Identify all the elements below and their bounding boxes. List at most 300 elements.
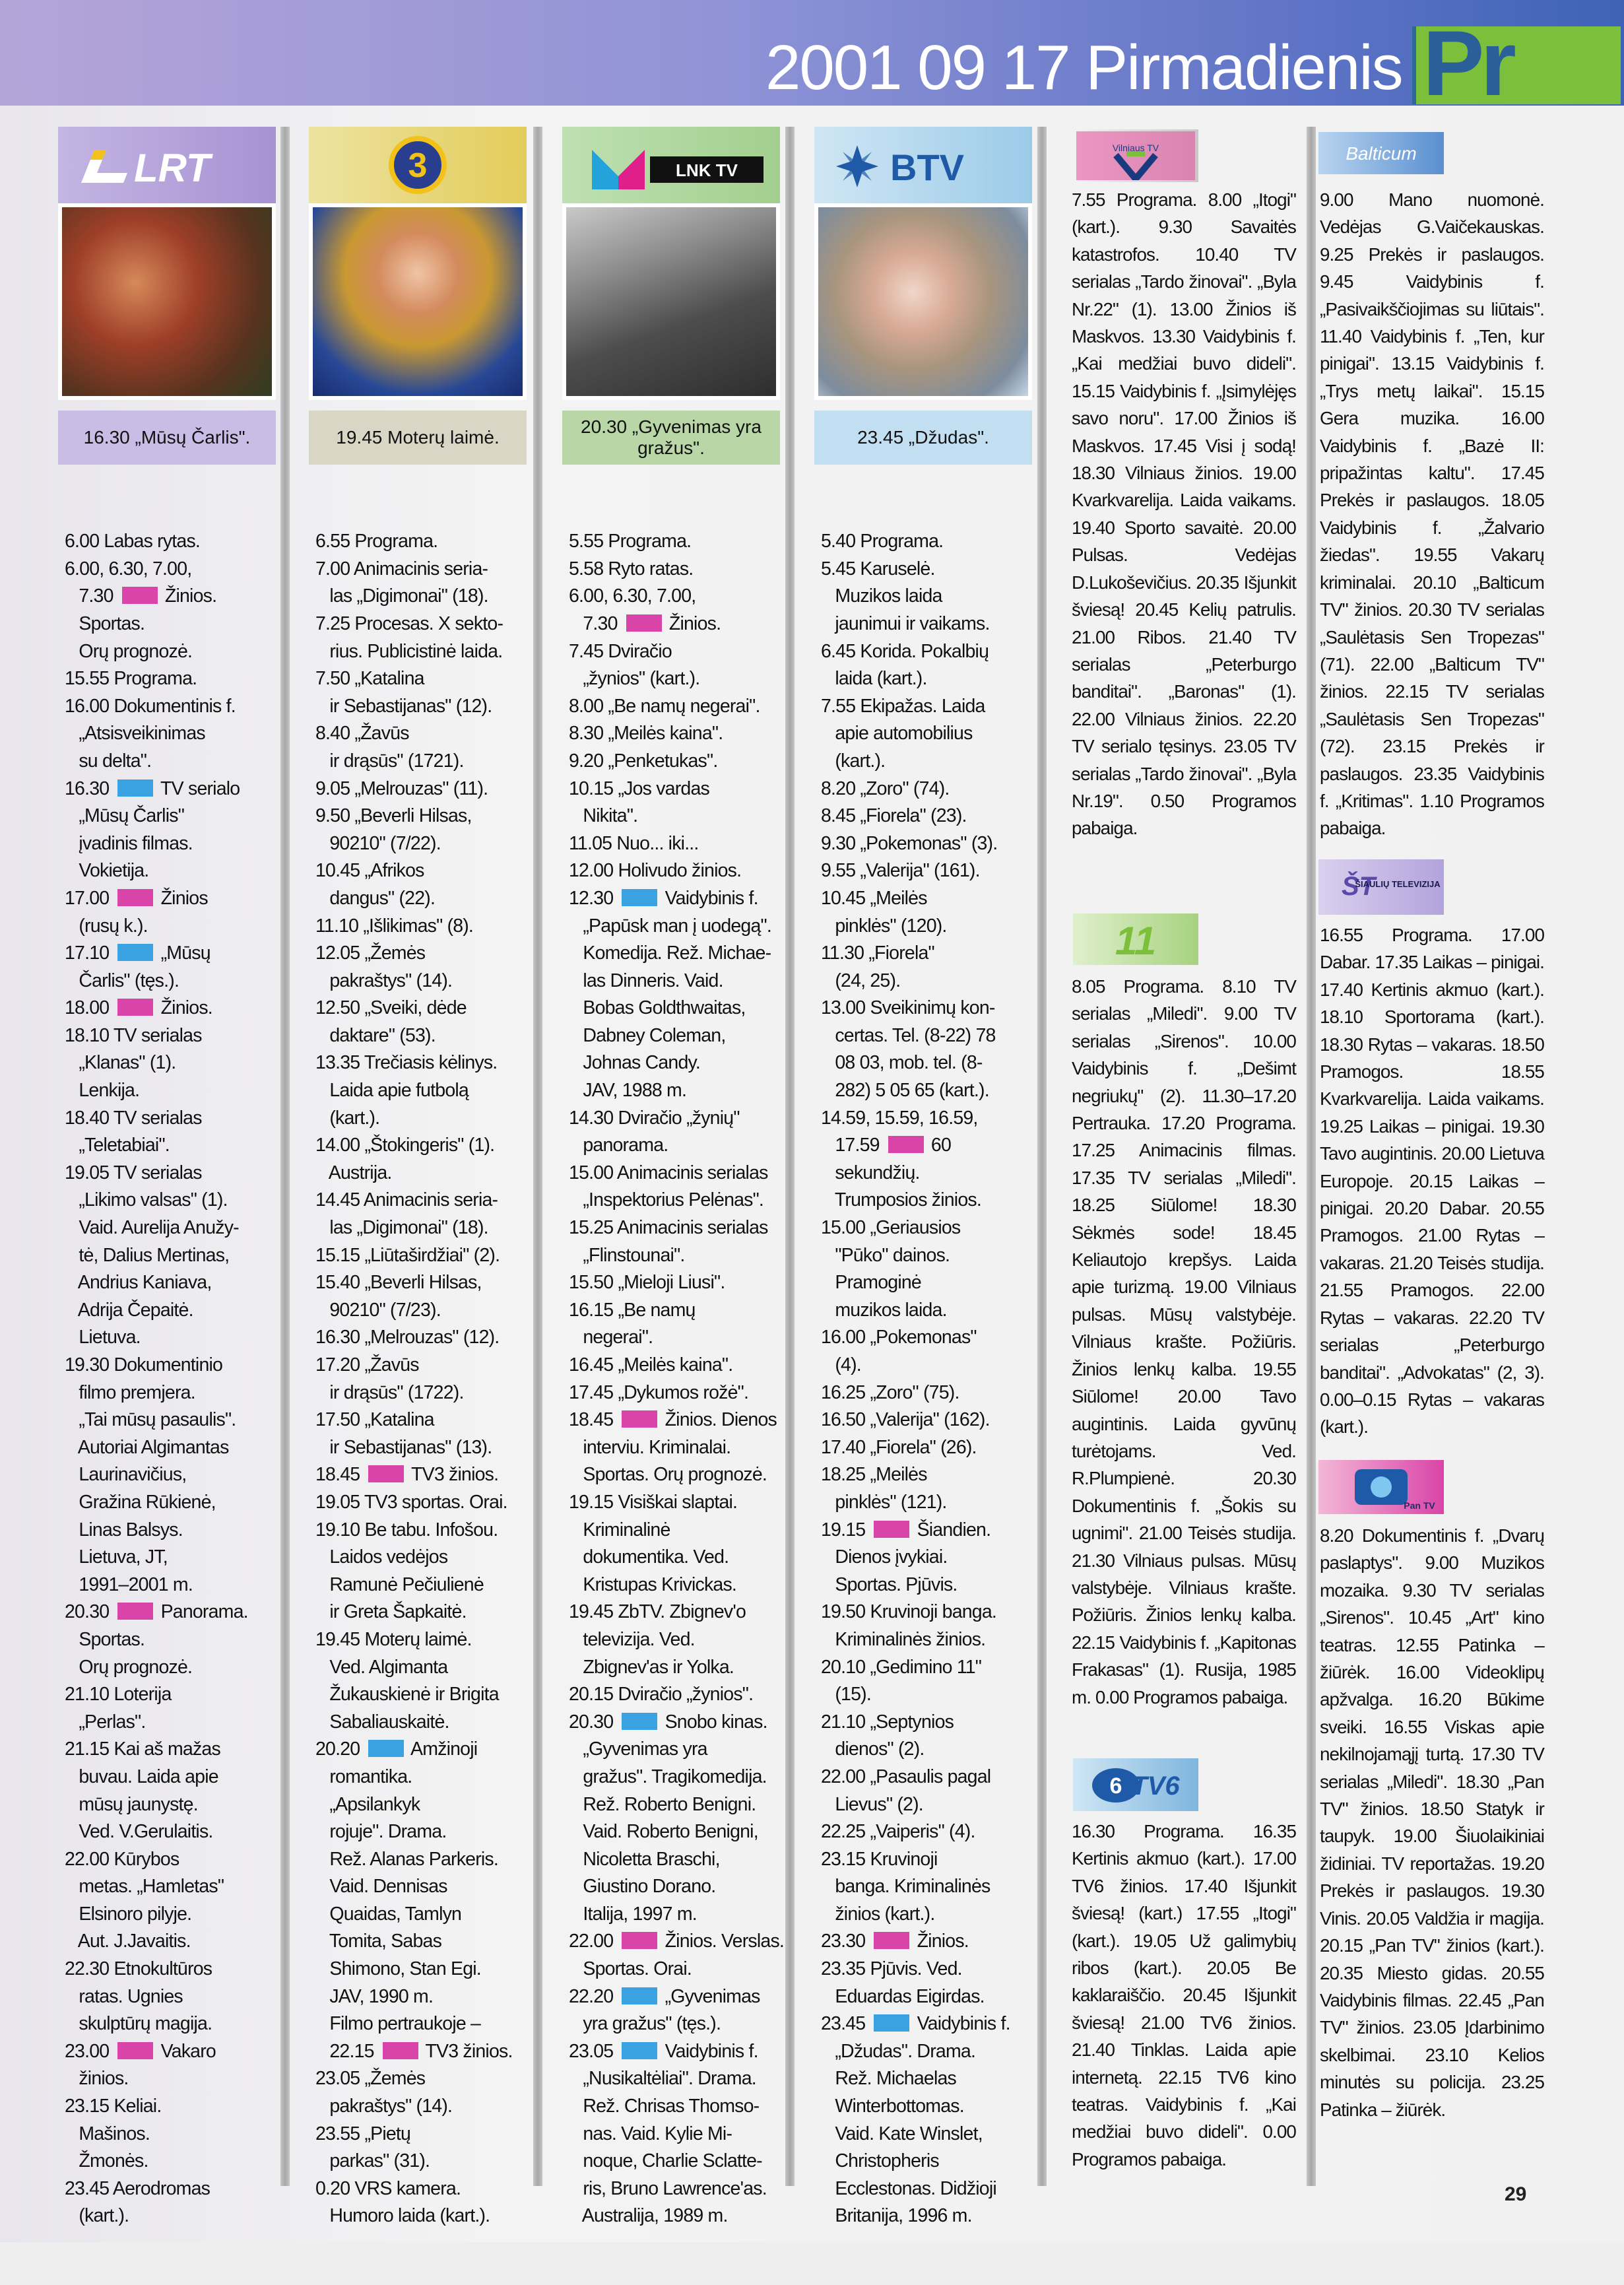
schedule-line: (4). <box>821 1354 861 1375</box>
schedule-line: 5.58 Ryto ratas. <box>569 558 694 580</box>
schedule-line: pinklės" (120). <box>821 915 947 937</box>
schedule-line: 282) 5 05 65 (kart.). <box>821 1080 989 1102</box>
lrt-logo-text: LRT <box>134 146 211 190</box>
schedule-line: ir Sebastijanas" (12). <box>315 695 492 717</box>
schedule-line: buvau. Laida apie <box>65 1766 218 1787</box>
schedule-line: Sportas. <box>65 1628 145 1650</box>
schedule-line: 7.45 Dviračio <box>569 640 672 662</box>
schedule-line: su delta". <box>65 750 152 772</box>
news-tag-icon <box>368 1465 404 1482</box>
schedule-line: noque, Charlie Sclatte- <box>569 2150 762 2172</box>
vilniaus-tv-logo <box>1073 129 1198 182</box>
schedule-line: 9.30 „Pokemonas" (3). <box>821 832 998 854</box>
schedule-line: „Teletabiai". <box>65 1135 170 1156</box>
schedule-line: Italija, 1997 m. <box>569 1903 697 1925</box>
schedule-line: Lietuva. <box>65 1327 141 1348</box>
schedule-line: 9.20 „Penketukas". <box>569 750 718 772</box>
schedule-line: 10.15 „Jos vardas <box>569 778 709 799</box>
schedule-line: 23.45 Vaidybinis f. <box>821 2013 1010 2035</box>
schedule-line: Elsinoro pilyje. <box>65 1903 192 1925</box>
schedule-line: „Inspektorius Pelėnas". <box>569 1189 764 1211</box>
schedule-line: 8.40 „Žavūs <box>315 723 409 745</box>
schedule-line: daktare" (53). <box>315 1024 436 1046</box>
schedule-line: Ved. V.Gerulaitis. <box>65 1821 213 1843</box>
schedule-line: Australija, 1989 m. <box>569 2205 728 2227</box>
schedule-line: 23.55 „Pietų <box>315 2123 411 2144</box>
schedule-line: 18.10 TV serialas <box>65 1024 202 1046</box>
schedule-line: 20.20 Amžinoji <box>315 1739 478 1760</box>
schedule-line: 19.05 TV serialas <box>65 1162 202 1183</box>
schedule-line: 19.45 ZbTV. Zbignev'o <box>569 1601 746 1623</box>
schedule-line: apie automobilius <box>821 723 973 745</box>
schedule-line: 6.55 Programa. <box>315 531 438 552</box>
film-tag-icon <box>622 1713 657 1730</box>
header-banner <box>0 0 1624 115</box>
schedule-line: 21.15 Kai aš mažas <box>65 1739 220 1760</box>
schedule-line: Sportas. Orų prognozė. <box>569 1464 767 1486</box>
schedule-line: 21.10 Loterija <box>65 1684 172 1705</box>
schedule-line: 22.00 „Pasaulis pagal <box>821 1766 991 1787</box>
schedule-line: 19.10 Be tabu. Infošou. <box>315 1519 498 1540</box>
schedule-line: panorama. <box>569 1135 668 1156</box>
schedule-line: 14.30 Dviračio „žynių" <box>569 1107 740 1129</box>
schedule-line: laida (kart.). <box>821 668 927 690</box>
schedule-line: Autoriai Algimantas <box>65 1436 229 1458</box>
tv6-logo-text: TV6 <box>1131 1772 1180 1801</box>
schedule-line: 11.05 Nuo... iki... <box>569 832 699 854</box>
lrt-schedule <box>65 473 289 2285</box>
schedule-line: ris, Bruno Lawrence'as. <box>569 2177 767 2199</box>
schedule-line: (rusų k.). <box>65 915 148 937</box>
schedule-line: 13.35 Trečiasis kėlinys. <box>315 1052 498 1074</box>
schedule-line: dokumentika. Ved. <box>569 1546 729 1568</box>
schedule-line: ir drąsūs" (1721). <box>315 750 464 772</box>
btv-schedule <box>821 473 1045 2285</box>
film-tag-icon <box>368 1740 404 1757</box>
news-tag-icon <box>117 889 153 906</box>
schedule-line: Laurinavičius, <box>65 1464 187 1486</box>
lnk-schedule <box>569 473 793 2285</box>
schedule-line: 23.45 Aerodromas <box>65 2177 211 2199</box>
schedule-line: 5.55 Programa. <box>569 531 692 552</box>
schedule-line: 18.25 „Meilės <box>821 1464 927 1486</box>
schedule-line: 15.55 Programa. <box>65 668 197 690</box>
schedule-line: mūsų jaunystę. <box>65 1793 198 1815</box>
schedule-line: Eduardas Eigirdas. <box>821 1985 985 2007</box>
tv6-logo <box>1073 1758 1198 1811</box>
schedule-line: Mašinos. <box>65 2123 150 2144</box>
schedule-line: 23.15 Keliai. <box>65 2096 162 2117</box>
schedule-line: Humoro laida (kart.). <box>315 2205 490 2227</box>
schedule-line: 16.30 TV serialo <box>65 778 240 799</box>
schedule-line: 15.15 „Liūtaširdžiai" (2). <box>315 1244 500 1266</box>
film-tag-icon <box>117 779 153 797</box>
column-divider <box>785 127 795 2186</box>
schedule-line: (15). <box>821 1684 871 1705</box>
schedule-line: Laida apie futbolą <box>315 1080 469 1102</box>
schedule-line: Rež. Roberto Benigni. <box>569 1793 756 1815</box>
schedule-line: 17.50 „Katalina <box>315 1409 434 1431</box>
schedule-line: „Mūsų Čarlis" <box>65 805 185 827</box>
film-tag-icon <box>622 2042 657 2059</box>
schedule-line: Ecclestonas. Didžioji <box>821 2177 996 2199</box>
schedule-line: interviu. Kriminalai. <box>569 1436 731 1458</box>
schedule-line: 22.30 Etnokultūros <box>65 1958 212 1980</box>
news-tag-icon <box>622 1932 657 1949</box>
schedule-line: skulptūrų magija. <box>65 2013 212 2035</box>
schedule-line: Linas Balsys. <box>65 1519 183 1540</box>
btv-logo <box>814 127 1032 206</box>
siauliu-tv-schedule: 16.55 Programa. 17.00 Dabar. 17.35 Laikas – pinigai. 17.40 Kertinis akmuo (kart.). 18.10 Sportorama (kart.). 18.30 Rytas – vakaras. 18.50 Pramogos. 18.55 Kvarkvarelija. Laida vaikams. 19.25 Laikas – pinigai. 19.30 Tavo augintinis. 20.00 Lietuva Europoje. 20.15 Laikas – pinigai. 20.20 Dabar. 20.55 Pramogos. 21.00 Rytas – vakaras. 21.20 Teisės studija. 21.55 Pramogos. 22.00 Rytas – vakaras. 22.20 TV serialas „Peterburgo banditai". „Advokatas" (2, 3). 0.00–0.15 Rytas – vakaras (kart.). <box>1320 925 1544 1438</box>
schedule-line: pakraštys" (14). <box>315 2096 453 2117</box>
schedule-line: 08 03, mob. tel. (8- <box>821 1052 983 1074</box>
tv6-schedule: 16.30 Programa. 16.35 Kertinis akmuo (kart.). 17.00 TV6 žinios. 17.40 Išjunkit šviesą! (kart.) 17.55 „Itogi" (kart.). 19.05 Už galimybių ribos (kart.). 20.05 Be kaklaraiščio. 20.45 Išjunkit šviesą! 21.00 TV6 žinios. 21.40 Tinklas. Laida apie internetą. 22.15 TV6 kino teatras. Vaidybinis f. „Kai medžiai buvo dideli". 0.00 Programos pabaiga. <box>1072 1821 1296 2169</box>
schedule-line: dienos" (2). <box>821 1739 925 1760</box>
vilniaus-tv-logo-text: Vilniaus TV <box>1112 143 1159 153</box>
schedule-line: (24, 25). <box>821 970 901 991</box>
schedule-line: (kart.). <box>315 1107 380 1129</box>
schedule-line: 9.05 „Melrouzas" (11). <box>315 778 488 799</box>
schedule-line: 17.45 „Dykumos rožė". <box>569 1381 749 1403</box>
schedule-line: 23.30 Žinios. <box>821 1931 969 1952</box>
schedule-line: Laidos vedėjos <box>315 1546 448 1568</box>
schedule-line: 18.40 TV serialas <box>65 1107 202 1129</box>
schedule-line: „Tai mūsų pasaulis". <box>65 1409 236 1431</box>
pan-tv-logo-text: Pan TV <box>1404 1500 1435 1511</box>
schedule-line: 23.00 Vakaro <box>65 2040 216 2062</box>
schedule-line: negerai". <box>569 1327 653 1348</box>
schedule-line: 15.00 Animacinis serialas <box>569 1162 768 1183</box>
schedule-line: „Nusikaltėliai". Drama. <box>569 2068 756 2090</box>
schedule-line: 20.30 Panorama. <box>65 1601 248 1623</box>
tv3-schedule <box>315 473 540 2285</box>
news-tag-icon <box>117 2042 153 2059</box>
schedule-line: ratas. Ugnies <box>65 1985 183 2007</box>
schedule-line: televizija. Ved. <box>569 1628 695 1650</box>
schedule-line: 12.05 „Žemės <box>315 943 426 964</box>
balticum-schedule: 9.00 Mano nuomonė. Vedėjas G.Vaičekauskas. 9.25 Prekės ir paslaugos. 9.45 Vaidybinis f. „Pasivaikščiojimas su liūtais". 11.40 Vaidybinis f. „Ten, kur pinigai". 13.15 Vaidybinis f. „Trys metų laikai". 15.15 Gera muzika. 16.00 Vaidybinis f. „Bazė II: pripažintas kaltu". 17.45 Prekės ir paslaugos. 18.05 Vaidybinis f. „Žalvario žiedas". 19.55 Vakarų kriminalai. 20.10 „Balticum TV" žinios. 20.30 TV serialas „Saulėtasis Sen Tropezas" (71). 22.00 „Balticum TV" žinios. 22.15 TV serialas „Saulėtasis Sen Tropezas" (72). 23.15 Prekės ir paslaugos. 23.35 Vaidybinis f. „Kritimas". 1.10 Programos pabaiga. <box>1320 189 1544 839</box>
schedule-line: 7.55 Ekipažas. Laida <box>821 695 985 717</box>
schedule-line: JAV, 1990 m. <box>315 1985 434 2007</box>
schedule-line: 22.15 TV3 žinios. <box>315 2040 513 2062</box>
svg-text:6: 6 <box>1109 1773 1122 1799</box>
schedule-line: 16.30 „Melrouzas" (12). <box>315 1327 500 1348</box>
schedule-line: jaunimui ir vaikams. <box>821 613 990 634</box>
lrt-caption: 16.30 „Mūsų Čarlis". <box>58 411 276 465</box>
schedule-line: 17.20 „Žavūs <box>315 1354 419 1375</box>
film-tag-icon <box>874 2014 909 2032</box>
schedule-line: Shimono, Stan Egi. <box>315 1958 481 1980</box>
schedule-line: 7.50 „Katalina <box>315 668 424 690</box>
schedule-line: tė, Dalius Mertinas, <box>65 1244 230 1266</box>
schedule-line: rius. Publicistinė laida. <box>315 640 503 662</box>
schedule-line: 16.15 „Be namų <box>569 1299 696 1321</box>
schedule-line: 6.00 Labas rytas. <box>65 531 201 552</box>
schedule-line: Vokietija. <box>65 860 149 882</box>
schedule-line: Christopheris <box>821 2150 939 2172</box>
tv3-caption: 19.45 Moterų laimė. <box>309 411 527 465</box>
pan-tv-logo <box>1318 1460 1444 1514</box>
column-divider <box>533 127 542 2186</box>
schedule-line: 14.59, 15.59, 16.59, <box>821 1107 978 1129</box>
schedule-line: 22.00 Žinios. Verslas. <box>569 1931 785 1952</box>
news-tag-icon <box>122 587 158 604</box>
schedule-line: rojuje". Drama. <box>315 1821 447 1843</box>
news-tag-icon <box>626 614 662 632</box>
tv3-logo-text: 3 <box>408 147 428 185</box>
siauliu-tv-logo-text: ŠIAULIŲ TELEVIZIJA <box>1355 879 1441 889</box>
schedule-line: (kart.). <box>821 750 886 772</box>
schedule-line: Žukauskienė ir Brigita <box>315 1684 499 1705</box>
schedule-line: 6.45 Korida. Pokalbių <box>821 640 989 662</box>
schedule-line: Sportas. <box>65 613 145 634</box>
news-tag-icon <box>383 2042 418 2059</box>
schedule-line: 12.50 „Sveiki, dėde <box>315 997 467 1019</box>
news-tag-icon <box>874 1932 909 1949</box>
schedule-line: romantika. <box>315 1766 412 1787</box>
schedule-line: metas. „Hamletas" <box>65 1876 224 1898</box>
news-tag-icon <box>622 1410 657 1428</box>
schedule-line: dangus" (22). <box>315 887 436 909</box>
schedule-line: 90210" (7/22). <box>315 832 441 854</box>
lrt-logo <box>58 127 276 206</box>
schedule-line: 16.50 „Valerija" (162). <box>821 1409 990 1431</box>
schedule-line: Zbignev'as ir Yolka. <box>569 1656 734 1678</box>
schedule-line: 12.00 Holivudo žinios. <box>569 860 742 882</box>
schedule-line: 13.00 Sveikinimų kon- <box>821 997 995 1019</box>
schedule-line: 7.25 Procesas. X sekto- <box>315 613 503 634</box>
schedule-line: „Atsisveikinimas <box>65 723 205 745</box>
schedule-line: 15.40 „Beverli Hilsas, <box>315 1272 482 1294</box>
schedule-line: 1991–2001 m. <box>65 1573 193 1595</box>
schedule-line: „Papūsk man į uodegą". <box>569 915 771 937</box>
news-tag-icon <box>888 1136 924 1153</box>
schedule-line: 6.00, 6.30, 7.00, <box>569 585 696 607</box>
schedule-line: parkas" (31). <box>315 2150 430 2172</box>
schedule-line: Lenkija. <box>65 1080 140 1102</box>
schedule-line: sekundžių. <box>821 1162 920 1183</box>
schedule-line: nas. Vaid. Kylie Mi- <box>569 2123 732 2144</box>
schedule-line: 11.30 „Fiorela" <box>821 943 934 964</box>
schedule-line: Sabaliauskaitė. <box>315 1711 449 1733</box>
schedule-line: Žmonės. <box>65 2150 148 2172</box>
schedule-line: "Pūko" dainos. <box>821 1244 950 1266</box>
schedule-line: Kriminalinės žinios. <box>821 1628 986 1650</box>
schedule-line: muzikos laida. <box>821 1299 947 1321</box>
vilniaus-tv-schedule: 7.55 Programa. 8.00 „Itogi" (kart.). 9.30 Savaitės katastrofos. 10.40 TV serialas „Tardo žinovai". „Byla Nr.22" (1). 13.00 Žinios iš Maskvos. 13.30 Vaidybinis f. „Kai medžiai buvo dideli". 15.15 Vaidybinis f. „Įsimylėjęs savo noru". 17.00 Žinios iš Maskvos. 17.45 Visi į sodą! 18.30 Vilniaus žinios. 19.00 Kvarkvarelija. Laida vaikams. 19.40 Sporto savaitė. 20.00 Pulsas. Vedėjas D.Lukoševičius. 20.35 Išjunkit šviesą! 20.45 Kelių patrulis. 21.00 Ribos. 21.40 TV serialas „Peterburgo banditai". „Baronas" (1). 22.00 Vilniaus žinios. 22.20 TV serialo tęsinys. 23.05 TV serialas „Tardo žinovai". „Byla Nr.19". 0.50 Programos pabaiga. <box>1072 189 1296 839</box>
schedule-line: 23.35 Pjūvis. Ved. <box>821 1958 962 1980</box>
svg-text:ŠT: ŠT <box>1342 872 1376 901</box>
schedule-line: Rež. Chrisas Thomso- <box>569 2096 760 2117</box>
btv-logo-text: BTV <box>890 147 964 188</box>
schedule-line: 16.00 „Pokemonas" <box>821 1327 977 1348</box>
schedule-line: Trumposios žinios. <box>821 1189 981 1211</box>
schedule-line: 7.00 Animacinis seria- <box>315 558 488 580</box>
schedule-line: Muzikos laida <box>821 585 942 607</box>
schedule-line: 90210" (7/23). <box>315 1299 441 1321</box>
schedule-line: (kart.). <box>65 2205 129 2227</box>
schedule-line: Rež. Alanas Parkeris. <box>315 1848 499 1870</box>
schedule-line: 9.50 „Beverli Hilsas, <box>315 805 472 827</box>
schedule-line: JAV, 1988 m. <box>569 1080 687 1102</box>
schedule-line: 17.40 „Fiorela" (26). <box>821 1436 977 1458</box>
tv3-photo <box>309 203 527 400</box>
schedule-line: Kristupas Krivickas. <box>569 1573 737 1595</box>
schedule-line: Rež. Michaelas <box>821 2068 956 2090</box>
schedule-line: 19.30 Dokumentinio <box>65 1354 223 1375</box>
schedule-line: Nikita". <box>569 805 638 827</box>
channel-11-schedule: 8.05 Programa. 8.10 TV serialas „Miledi". 9.00 TV serialas „Sirenos". 10.00 Vaidybinis f. „Dešimt negriukų" (2). 11.30–17.20 Pertrauka. 17.20 Programa. 17.25 Animacinis filmas. 17.35 TV serialas „Miledi". 18.25 Siūlome! 18.30 Sėkmės sode! 18.45 Keliautojo krepšys. Laida apie turizmą. 19.00 Vilniaus pulsas. Mūsų valstybėje. Vilniaus krašte. Požiūris. Žinios lenkų kalba. 19.55 Siūlome! 20.00 Tavo augintinis. Laida gyvūnų turėtojams. Ved. R.Plumpienė. 20.30 Dokumentinis f. „Šokis su ugnimi". 21.00 Teisės studija. 21.30 Vilniaus pulsas. Mūsų valstybėje. Vilniaus krašte. Požiūris. Žinios lenkų kalba. 22.15 Vaidybinis f. „Kapitonas Frakasas" (1). Rusija, 1985 m. 0.00 Programos pabaiga. <box>1072 976 1296 1707</box>
schedule-line: žinios. <box>65 2068 129 2090</box>
film-tag-icon <box>622 1987 657 2004</box>
schedule-line: 8.45 „Fiorela" (23). <box>821 805 967 827</box>
schedule-line: 17.10 „Mūsų <box>65 943 211 964</box>
column-divider <box>1307 127 1316 2186</box>
schedule-line: Komedija. Rež. Michae- <box>569 943 771 964</box>
schedule-line: Vaid. Dennisas <box>315 1876 447 1898</box>
schedule-line: ir Greta Šapkaitė. <box>315 1601 467 1623</box>
lnk-caption: 20.30 „Gyvenimas yra gražus". <box>562 411 780 465</box>
film-tag-icon <box>117 944 153 961</box>
schedule-line: las Dinneris. Vaid. <box>569 970 723 991</box>
schedule-line: Sportas. Pjūvis. <box>821 1573 958 1595</box>
channel-11-logo <box>1073 913 1198 965</box>
schedule-line: 16.45 „Meilės kaina". <box>569 1354 733 1375</box>
schedule-line: 0.20 VRS kamera. <box>315 2177 461 2199</box>
lnk-photo <box>562 203 780 400</box>
schedule-line: „Perlas". <box>65 1711 146 1733</box>
schedule-line: 23.05 „Žemės <box>315 2068 426 2090</box>
schedule-line: Bobas Goldthwaitas, <box>569 997 746 1019</box>
schedule-line: 15.50 „Mieloji Liusi". <box>569 1272 725 1294</box>
schedule-line: ir drąsūs" (1722). <box>315 1381 464 1403</box>
schedule-line: Ramunė Pečiulienė <box>315 1573 484 1595</box>
page-number: 29 <box>1505 2183 1527 2205</box>
schedule-line: Orų prognozė. <box>65 1656 193 1678</box>
btv-photo <box>814 203 1032 400</box>
schedule-line: banga. Kriminalinės <box>821 1876 991 1898</box>
schedule-line: Winterbottomas. <box>821 2096 964 2117</box>
schedule-line: Austrija. <box>315 1162 392 1183</box>
schedule-line: „Apsilankyk <box>315 1793 420 1815</box>
schedule-line: 11.10 „Išlikimas" (8). <box>315 915 474 937</box>
schedule-line: Čarlis" (tęs.). <box>65 970 179 991</box>
schedule-line: 19.15 Visiškai slaptai. <box>569 1491 738 1513</box>
schedule-line: 23.15 Kruvinoji <box>821 1848 938 1870</box>
schedule-line: 7.30 Žinios. <box>569 613 721 634</box>
day-badge <box>1412 11 1621 115</box>
schedule-line: 20.15 Dviračio „žynios". <box>569 1684 754 1705</box>
schedule-line: 8.00 „Be namų negerai". <box>569 695 760 717</box>
column-divider <box>280 127 290 2186</box>
schedule-line: 22.00 Kūrybos <box>65 1848 179 1870</box>
schedule-line: Adrija Čepaitė. <box>65 1299 193 1321</box>
schedule-line: 16.25 „Zoro" (75). <box>821 1381 959 1403</box>
schedule-line: 7.30 Žinios. <box>65 585 217 607</box>
schedule-line: „žynios" (kart.). <box>569 668 700 690</box>
schedule-line: 17.59 60 <box>821 1135 952 1156</box>
schedule-line: 22.25 „Vaiperis" (4). <box>821 1821 975 1843</box>
btv-caption: 23.45 „Džudas". <box>814 411 1032 465</box>
balticum-logo <box>1318 132 1444 174</box>
schedule-line: 15.00 „Geriausios <box>821 1217 961 1239</box>
schedule-line: Johnas Candy. <box>569 1052 700 1074</box>
balticum-logo-text: Balticum <box>1346 143 1417 164</box>
schedule-line: 5.45 Karuselė. <box>821 558 935 580</box>
schedule-line: filmo premjera. <box>65 1381 195 1403</box>
schedule-line: Britanija, 1996 m. <box>821 2205 972 2227</box>
schedule-line: gražus". Tragikomedija. <box>569 1766 767 1787</box>
schedule-line: 16.00 Dokumentinis f. <box>65 695 236 717</box>
film-tag-icon <box>622 889 657 906</box>
schedule-line: yra gražus" (tęs.). <box>569 2013 721 2035</box>
schedule-line: žinios (kart.). <box>821 1903 935 1925</box>
schedule-line: 19.05 TV3 sportas. Orai. <box>315 1491 507 1513</box>
schedule-line: Vaid. Aurelija Anužy- <box>65 1217 239 1239</box>
schedule-line: Vaid. Roberto Benigni, <box>569 1821 758 1843</box>
schedule-line: Andrius Kaniava, <box>65 1272 212 1294</box>
pan-tv-schedule: 8.20 Dokumentinis f. „Dvarų paslaptys". 9.00 Muzikos mozaika. 9.30 TV serialas „Sirenos". 10.45 „Art" kino teatras. 12.55 Patinka – žiūrėk. 16.00 Videoklipų apžvalga. 16.20 Būkime sveiki. 16.55 Viskas apie nekilnojamąjį turtą. 17.30 TV serialas „Miledi". 18.30 „Pan TV" žinios. 18.50 Statyk ir taupyk. 19.00 Šiuolaikiniai židiniai. TV reportažas. 19.20 Prekės ir paslaugos. 19.30 Vinis. 20.05 Valdžia ir magija. 20.15 „Pan TV" žinios (kart.). 20.35 Miesto gidas. 20.55 Vaidybinis filmas. 22.45 „Pan TV" žinios. 23.05 Įdarbinimo skelbimai. 23.10 Kelios minutės su policija. 23.25 Patinka – žiūrėk. <box>1320 1525 1544 2120</box>
tv3-logo <box>309 127 527 206</box>
schedule-line: „Likimo valsas" (1). <box>65 1189 228 1211</box>
schedule-line: 23.05 Vaidybinis f. <box>569 2040 758 2062</box>
schedule-line: 5.40 Programa. <box>821 531 944 552</box>
schedule-line: 9.55 „Valerija" (161). <box>821 860 980 882</box>
lrt-photo <box>58 203 276 400</box>
column-divider <box>1037 127 1047 2186</box>
schedule-line: 14.45 Animacinis seria- <box>315 1189 498 1211</box>
schedule-line: Lievus" (2). <box>821 1793 923 1815</box>
lnk-logo-text: LNK TV <box>676 160 738 180</box>
schedule-line: „Džudas". Drama. <box>821 2040 976 2062</box>
news-tag-icon <box>117 999 153 1016</box>
schedule-line: Ved. Algimanta <box>315 1656 448 1678</box>
schedule-line: 6.00, 6.30, 7.00, <box>65 558 192 580</box>
news-tag-icon <box>874 1521 909 1538</box>
siauliu-tv-logo <box>1318 859 1444 915</box>
schedule-line: las „Digimonai" (18). <box>315 585 488 607</box>
schedule-line: 18.00 Žinios. <box>65 997 212 1019</box>
schedule-line: 12.30 Vaidybinis f. <box>569 887 758 909</box>
schedule-line: „Gyvenimas yra <box>569 1739 707 1760</box>
schedule-line: įvadinis filmas. <box>65 832 193 854</box>
schedule-line: „Flinstounai". <box>569 1244 685 1266</box>
lnk-logo <box>562 127 780 206</box>
schedule-line: ir Sebastijanas" (13). <box>315 1436 492 1458</box>
schedule-line: Vaid. Kate Winslet, <box>821 2123 983 2144</box>
schedule-line: Dabney Coleman, <box>569 1024 726 1046</box>
schedule-line: 17.00 Žinios <box>65 887 208 909</box>
schedule-line: 10.45 „Afrikos <box>315 860 424 882</box>
schedule-line: 15.25 Animacinis serialas <box>569 1217 768 1239</box>
day-badge-label: Pr <box>1423 11 1512 115</box>
schedule-line: Gražina Rūkienė, <box>65 1491 216 1513</box>
schedule-line: Dienos įvykiai. <box>821 1546 948 1568</box>
schedule-line: pinklės" (121). <box>821 1491 947 1513</box>
schedule-line: Nicoletta Braschi, <box>569 1848 720 1870</box>
schedule-line: Quaidas, Tamlyn <box>315 1903 462 1925</box>
schedule-line: 14.00 „Štokingeris" (1). <box>315 1135 495 1156</box>
schedule-line: pakraštys" (14). <box>315 970 453 991</box>
schedule-line: 22.20 „Gyvenimas <box>569 1985 760 2007</box>
schedule-line: 18.45 TV3 žinios. <box>315 1464 499 1486</box>
schedule-line: certas. Tel. (8-22) 78 <box>821 1024 996 1046</box>
page-title: 2001 09 17 Pirmadienis <box>765 32 1402 103</box>
schedule-line: Filmo pertraukoje – <box>315 2013 481 2035</box>
channel-11-logo-text: 11 <box>1115 919 1157 962</box>
schedule-line: Kriminalinė <box>569 1519 670 1540</box>
schedule-line: Tomita, Sabas <box>315 1931 442 1952</box>
